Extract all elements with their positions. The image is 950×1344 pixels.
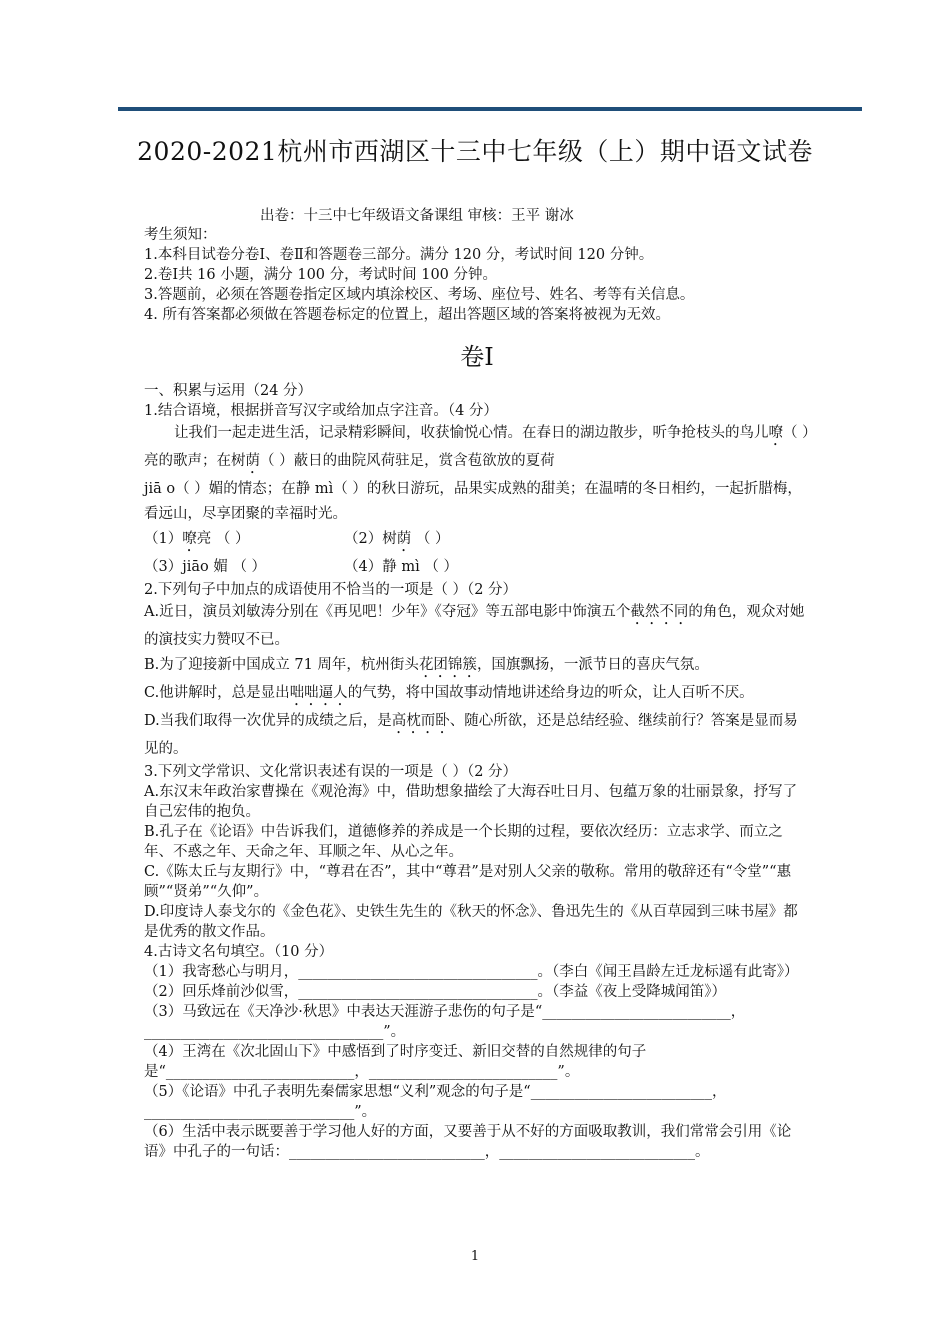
header-rule (118, 107, 862, 111)
option-text: 、随心所欲，还是总结经验、继续前行？答案是显而易见的。 (144, 713, 798, 757)
option-text: C.他讲解时，总是显出 (144, 685, 290, 701)
question-4-item: （6）生活中表示既要善于学习他人好的方面，又要善于从不好的方面吸取教训，我们常常会引用《论语》中孔子的一句话：___________________________，___________________________。 (144, 1124, 792, 1160)
option-text: （1） (144, 531, 183, 547)
option-1 (144, 527, 344, 555)
question-2-option-c (144, 681, 810, 709)
question-3-option-a: A.东汉末年政治家曹操在《观沧海》中，借助想象描绘了大海吞吐日月、包蕴万象的壮丽景象，抒写了自己宏伟的抱负。 (144, 784, 798, 820)
option-text: 的气势，将中国故事动情地讲述给身边的听众，让人百听不厌。 (347, 685, 754, 701)
dotted-idiom: 高枕而卧 (391, 713, 450, 729)
notice-item: 2.卷Ⅰ共 16 小题，满分 100 分，考试时间 100 分钟。 (144, 267, 498, 283)
author-line: 出卷：十三中七年级语文备课组 审核：王平 谢冰 (260, 208, 574, 224)
question-4-item: （4）王湾在《次北固山下》中感悟到了时序变迁、新旧交替的自然规律的句子是“__________________________，__________________________”。 (144, 1044, 647, 1080)
option-text: ，国旗飘扬，一派节日的喜庆气氛。 (476, 657, 709, 673)
option-2 (344, 531, 449, 547)
question-1-options-row (144, 555, 810, 580)
question-1-stem: 1.结合语境，根据拼音写汉字或给加点字注音。（4 分） (144, 403, 498, 419)
dotted-idiom: 截然不同 (630, 604, 689, 620)
question-2-option-b (144, 653, 810, 681)
option-text: 的角色，观众对她的演技实力赞叹不已。 (144, 604, 805, 648)
notice-item: 4. 所有答案都必须做在答题卷标定的位置上，超出答题区域的答案将被视为无效。 (144, 307, 670, 323)
question-3-option-c: C.《陈太丘与友期行》中，“尊君在否”，其中“尊君”是对别人父亲的敬称。常用的敬辞还有“令堂”“惠顾”“贤弟”“久仰”。 (144, 864, 792, 900)
question-1-passage (144, 421, 810, 477)
question-3-option-d: D.印度诗人泰戈尔的《金色花》、史铁生先生的《秋天的怀念》、鲁迅先生的《从百草园到三味书屋》都是优秀的散文作品。 (144, 904, 798, 940)
exam-content (144, 225, 810, 1162)
notice-item: 1.本科目试卷分卷Ⅰ、卷Ⅱ和答题卷三部分。满分 120 分，考试时间 120 分钟。 (144, 247, 654, 263)
passage-text: 让我们一起走进生活，记录精彩瞬间，收获愉悦心情。在春日的湖边散步，听争抢枝头的鸟儿 (174, 425, 769, 441)
option-3: （3）jiāo 媚 （ ） (144, 559, 267, 575)
option-text: B.为了迎接新中国成立 71 周年，杭州街头 (144, 657, 419, 673)
passage-text: （ ）亮的歌声；在树 (144, 425, 810, 469)
dotted-char: 嘹 (768, 425, 783, 441)
option-text: 亮 （ ） (196, 531, 250, 547)
option-text: （ ） (411, 531, 450, 547)
option-text: A.近日，演员刘敏涛分别在《再见吧！少年》《夺冠》等五部电影中饰演五个 (144, 604, 631, 620)
page-title: 2020-2021杭州市西湖区十三中七年级（上）期中语文试卷 (137, 137, 813, 166)
question-2-stem: 2.下列句子中加点的成语使用不恰当的一项是（ ）（2 分） (144, 582, 518, 598)
question-1-passage-cont: jiā o（ ）媚的情态；在静 mì（ ）的秋日游玩，品果实成熟的甜美；在温晴的冬日相约，一起折腊梅，看远山，尽享团聚的幸福时光。 (144, 481, 802, 522)
option-text: （2）树 (344, 531, 397, 547)
notice-heading: 考生须知： (144, 227, 217, 243)
question-4-item: （1）我寄愁心与明月，_________________________________。（李白《闻王昌龄左迁龙标遥有此寄》） (144, 964, 799, 980)
page-number: 1 (470, 1249, 480, 1264)
dotted-char: 嘹 (182, 531, 197, 547)
dotted-char: 荫 (396, 531, 412, 547)
question-3-option-b: B.孔子在《论语》中告诉我们，道德修养的养成是一个长期的过程，要依次经历：立志求学、而立之年、不惑之年、天命之年、耳顺之年、从心之年。 (144, 824, 783, 860)
notice-item: 3.答题前，必须在答题卷指定区域内填涂校区、考场、座位号、姓名、考等有关信息。 (144, 287, 695, 303)
question-3-stem: 3.下列文学常识、文化常识表述有误的一项是（ ）（2 分） (144, 764, 518, 780)
question-4-item: （2）回乐烽前沙似雪，_________________________________。（李益《夜上受降城闻笛》） (144, 984, 726, 1000)
dotted-idiom: 花团锦簇 (418, 657, 477, 673)
option-text: D.当我们取得一次优异的成绩之后，是 (144, 713, 392, 729)
question-1-options-row (144, 527, 810, 555)
question-4-item: （3）马致远在《天净沙·秋思》中表达天涯游子悲伤的句子是“__________________________，_________________________________”。 (144, 1004, 746, 1040)
dotted-char: 荫 (245, 453, 260, 469)
option-4: （4）静 mì （ ） (344, 559, 458, 575)
section-title: 卷Ⅰ (460, 343, 494, 371)
dotted-idiom: 咄咄逼人 (289, 685, 348, 701)
part-heading: 一、积累与运用（24 分） (144, 383, 313, 399)
question-4-item: （5）《论语》中孔子表明先秦儒家思想“义利”观念的句子是“_________________________，_____________________________”。 (144, 1084, 727, 1120)
question-2-option-a (144, 600, 810, 653)
question-4-stem: 4.古诗文名句填空。（10 分） (144, 944, 334, 960)
passage-text: （ ）蔽日的曲院风荷驻足，赏含苞欲放的夏荷 (260, 453, 555, 469)
question-2-option-d (144, 709, 810, 762)
